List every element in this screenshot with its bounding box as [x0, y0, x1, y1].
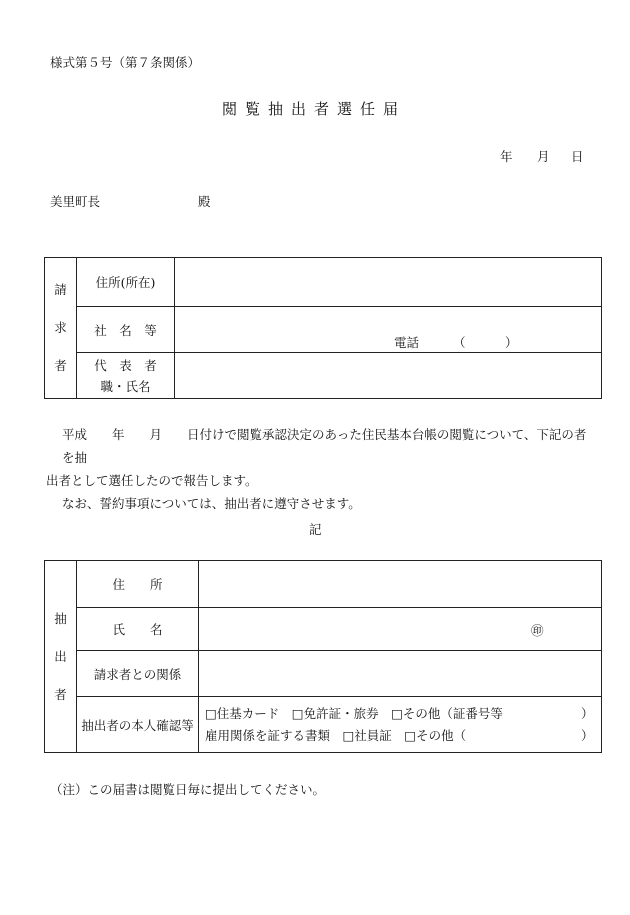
extractor-name-label: 氏 名	[77, 608, 199, 651]
extractor-id-field[interactable]	[199, 697, 602, 753]
body-line3: なお、誓約事項については、抽出者に遵守させます。	[62, 496, 361, 511]
extractor-group-label	[45, 561, 77, 753]
requester-rep-field[interactable]	[175, 353, 602, 399]
rep-label-line2: 職・氏名	[100, 378, 151, 394]
ki-label: 記	[309, 522, 322, 537]
group-char: 請	[54, 282, 67, 297]
extractor-relation-label: 請求者との関係	[77, 651, 199, 697]
phone-label: 電話	[394, 335, 420, 350]
id-line1-close: ）	[581, 706, 594, 721]
addressee-honorific: 殿	[198, 194, 211, 209]
requester-company-field[interactable]	[175, 307, 602, 353]
id-line2-close: ）	[581, 728, 594, 743]
extractor-address-label: 住 所	[77, 561, 199, 608]
id-options-line1-text: □住基カード □免許証・旅券 □その他（証番号等	[205, 705, 503, 721]
phone-close-paren: ）	[505, 335, 518, 350]
requester-address-label: 住所(所在)	[77, 258, 175, 307]
footnote: （注）この届書は閲覧日毎に提出してください。	[50, 782, 326, 797]
extractor-relation-field[interactable]	[199, 651, 602, 697]
date-month: 月	[537, 149, 550, 164]
requester-group-label	[45, 258, 77, 399]
extractor-table	[44, 560, 602, 753]
id-options-line1	[199, 703, 601, 725]
addressee-name: 美里町長	[50, 194, 101, 209]
extractor-name-field[interactable]	[199, 608, 602, 651]
phone-open-paren: （	[453, 335, 466, 350]
group-char: 抽	[54, 610, 67, 626]
requester-rep-label	[77, 353, 175, 399]
date-year: 年	[500, 149, 513, 164]
form-number: 様式第５号（第７条関係）	[50, 55, 201, 70]
id-options-line2-text: 雇用関係を証する書類 □社員証 □その他（	[205, 727, 467, 743]
requester-table	[44, 257, 602, 399]
group-char: 求	[54, 320, 67, 335]
body-paragraph	[48, 423, 588, 515]
group-char: 者	[54, 358, 67, 373]
body-line2: 出者として選任したので報告します。	[46, 473, 258, 488]
rep-label-line1: 代 表 者	[94, 357, 157, 373]
requester-company-label: 社 名 等	[77, 307, 175, 353]
extractor-address-field[interactable]	[199, 561, 602, 608]
id-options-line2	[199, 725, 601, 747]
document-title: 閲覧抽出者選任届	[222, 100, 407, 118]
requester-address-field[interactable]	[175, 258, 602, 307]
group-char: 出	[54, 648, 67, 664]
date-day: 日	[571, 149, 584, 164]
seal-mark: ㊞	[531, 623, 544, 638]
extractor-id-label: 抽出者の本人確認等	[77, 697, 199, 753]
group-char: 者	[54, 686, 67, 702]
body-line1: 平成 年 月 日付けで閲覧承認決定のあった住民基本台帳の閲覧について、下記の者を抽	[62, 427, 587, 465]
